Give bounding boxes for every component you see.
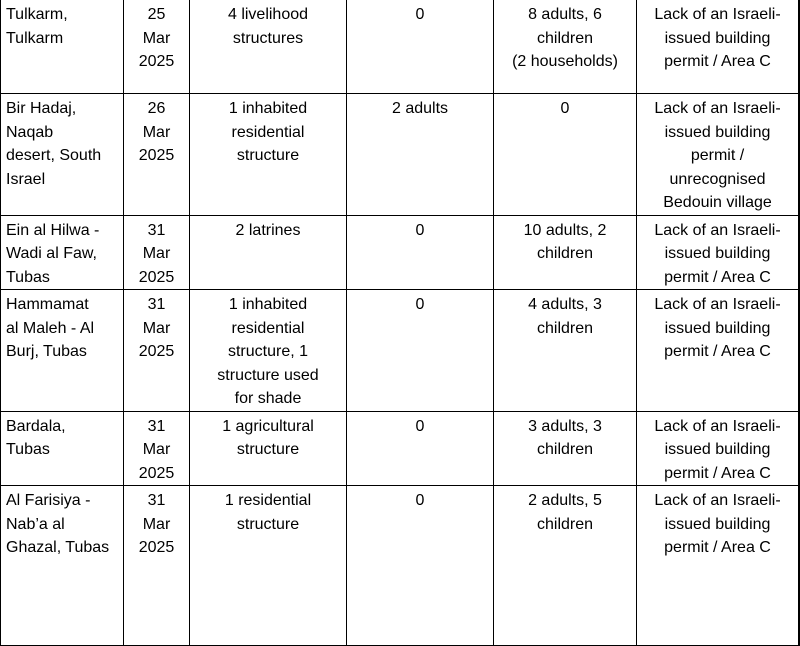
affected-cell [494,411,637,486]
cell-text-line: Mar [142,29,171,47]
cell-text-line: permit / Area C [664,464,771,482]
cell-text-line: structure [236,515,300,533]
cell-text-line: 2025 [138,343,175,360]
cell-text-line: Mar [142,319,171,337]
cell-text-line: Mar [142,515,171,533]
table-row [1,486,800,646]
date-cell [124,486,190,646]
cell-text-line: 31 [147,221,166,239]
cell-text-line: 3 adults, 3 [528,417,602,435]
cell-text-line: residential [231,123,305,141]
table-body [1,0,800,646]
cell-text-line: 0 [415,6,425,23]
table-row [1,94,800,216]
cell-text-line: 2025 [138,268,175,286]
affected-cell [494,94,637,216]
cell-text-line: Mar [142,441,171,458]
displaced-cell [347,411,494,486]
location-cell [1,215,124,290]
reason-cell [637,94,800,216]
cell-text-line: 4 livelihood [227,6,309,23]
cell-text-line: Bir Hadaj, [6,100,77,117]
reason-cell [637,0,800,94]
table-row [1,290,800,412]
cell-text-line: 0 [415,492,425,509]
cell-text-line: 25 [147,6,166,23]
cell-text-line: issued building [664,123,771,141]
cell-text-line: issued building [664,245,771,262]
cell-text-line: permit / [690,147,745,164]
cell-text-line: unrecognised [669,170,766,188]
cell-text-line: Lack of an Israeli- [654,6,781,23]
cell-text-line: 4 adults, 3 [528,296,602,313]
cell-text-line: 26 [147,100,166,117]
structures-cell [190,94,347,216]
cell-text-line: issued building [664,319,771,337]
cell-text-line: 0 [560,100,570,117]
date-cell [124,215,190,290]
cell-text-line: children [536,319,594,337]
cell-text-line: 0 [415,221,425,239]
cell-text-line: 31 [147,492,166,509]
cell-text-line: structure used [217,366,319,384]
cell-text-line: structure [236,147,300,164]
cell-text-line: structure, 1 [227,343,309,360]
affected-cell [494,486,637,646]
cell-text-line: Hammamat [6,296,89,313]
structures-cell [190,0,347,94]
cell-text-line: residential [231,319,305,337]
cell-text-line: 8 adults, 6 [528,6,602,23]
cell-text-line: Tubas [6,268,50,286]
cell-text-line: 31 [147,417,166,435]
cell-text-line: permit / Area C [664,343,771,360]
table-row [1,0,800,94]
table-row [1,411,800,486]
displaced-cell [347,290,494,412]
cell-text-line: Wadi al Faw, [6,245,97,262]
cell-text-line: issued building [664,515,771,533]
cell-text-line: Naqab [6,123,54,141]
displaced-cell [347,486,494,646]
table-row [1,215,800,290]
cell-text-line: permit / Area C [664,539,771,556]
cell-text-line: 31 [147,296,166,313]
displaced-cell [347,215,494,290]
cell-text-line: issued building [664,441,771,458]
cell-text-line: structures [232,29,304,47]
reason-cell [637,486,800,646]
location-cell [1,486,124,646]
displaced-cell [347,94,494,216]
cell-text-line: Israel [6,170,46,188]
date-cell [124,94,190,216]
cell-text-line: 2 adults, 5 [528,492,602,509]
cell-text-line: 1 agricultural [222,417,314,435]
cell-text-line: 0 [415,417,425,435]
location-cell [1,0,124,94]
reason-cell [637,290,800,412]
affected-cell [494,0,637,94]
cell-text-line: Lack of an Israeli- [654,100,781,117]
cell-text-line: Bardala, [6,417,66,435]
date-cell [124,290,190,412]
reason-cell [637,215,800,290]
cell-text-line: Lack of an Israeli- [654,296,781,313]
cell-text-line: permit / Area C [664,268,771,286]
location-cell [1,290,124,412]
location-cell [1,411,124,486]
cell-text-line: 2025 [138,539,175,556]
cell-text-line: 10 adults, 2 [523,221,607,239]
cell-text-line: 2025 [138,53,175,70]
reason-cell [637,411,800,486]
cell-text-line: children [536,245,594,262]
cell-text-line: 2025 [138,147,175,164]
cell-text-line: 2 latrines [235,221,301,239]
cell-text-line: permit / Area C [664,53,771,70]
cell-text-line: Lack of an Israeli- [654,492,781,509]
cell-text-line: al Maleh - Al [6,319,95,337]
cell-text-line: Tubas [6,441,50,458]
cell-text-line: Lack of an Israeli- [654,417,781,435]
cell-text-line: Burj, Tubas [6,343,87,360]
cell-text-line: Tulkarm, [6,6,68,23]
cell-text-line: 0 [415,296,425,313]
cell-text-line: 1 inhabited [228,100,308,117]
cell-text-line: children [536,29,594,47]
cell-text-line: 1 residential [224,492,312,509]
cell-text-line: children [536,441,594,458]
displaced-cell [347,0,494,94]
cell-text-line: for shade [234,390,302,407]
cell-text-line: desert, South [6,147,102,164]
cell-text-line: (2 households) [512,53,618,70]
date-cell [124,411,190,486]
cell-text-line: Mar [142,123,171,141]
cell-text-line: Tulkarm [6,29,64,47]
cell-text-line: 1 inhabited [228,296,308,313]
cell-text-line: Nab’a al [6,515,65,533]
cell-text-line: children [536,515,594,533]
cell-text-line: Lack of an Israeli- [654,221,781,239]
structures-cell [190,290,347,412]
cell-text-line: structure [236,441,300,458]
cell-text-line: Al Farisiya - [6,492,91,509]
structures-cell [190,486,347,646]
affected-cell [494,290,637,412]
cell-text-line: Mar [142,245,171,262]
cell-text-line: 2025 [138,464,175,482]
structures-cell [190,215,347,290]
affected-cell [494,215,637,290]
date-cell [124,0,190,94]
structures-cell [190,411,347,486]
location-cell [1,94,124,216]
cell-text-line: issued building [664,29,771,47]
cell-text-line: Bedouin village [663,194,772,211]
cell-text-line: 2 adults [391,100,449,117]
cell-text-line: Ein al Hilwa - [6,221,100,239]
cell-text-line: Ghazal, Tubas [6,539,110,556]
